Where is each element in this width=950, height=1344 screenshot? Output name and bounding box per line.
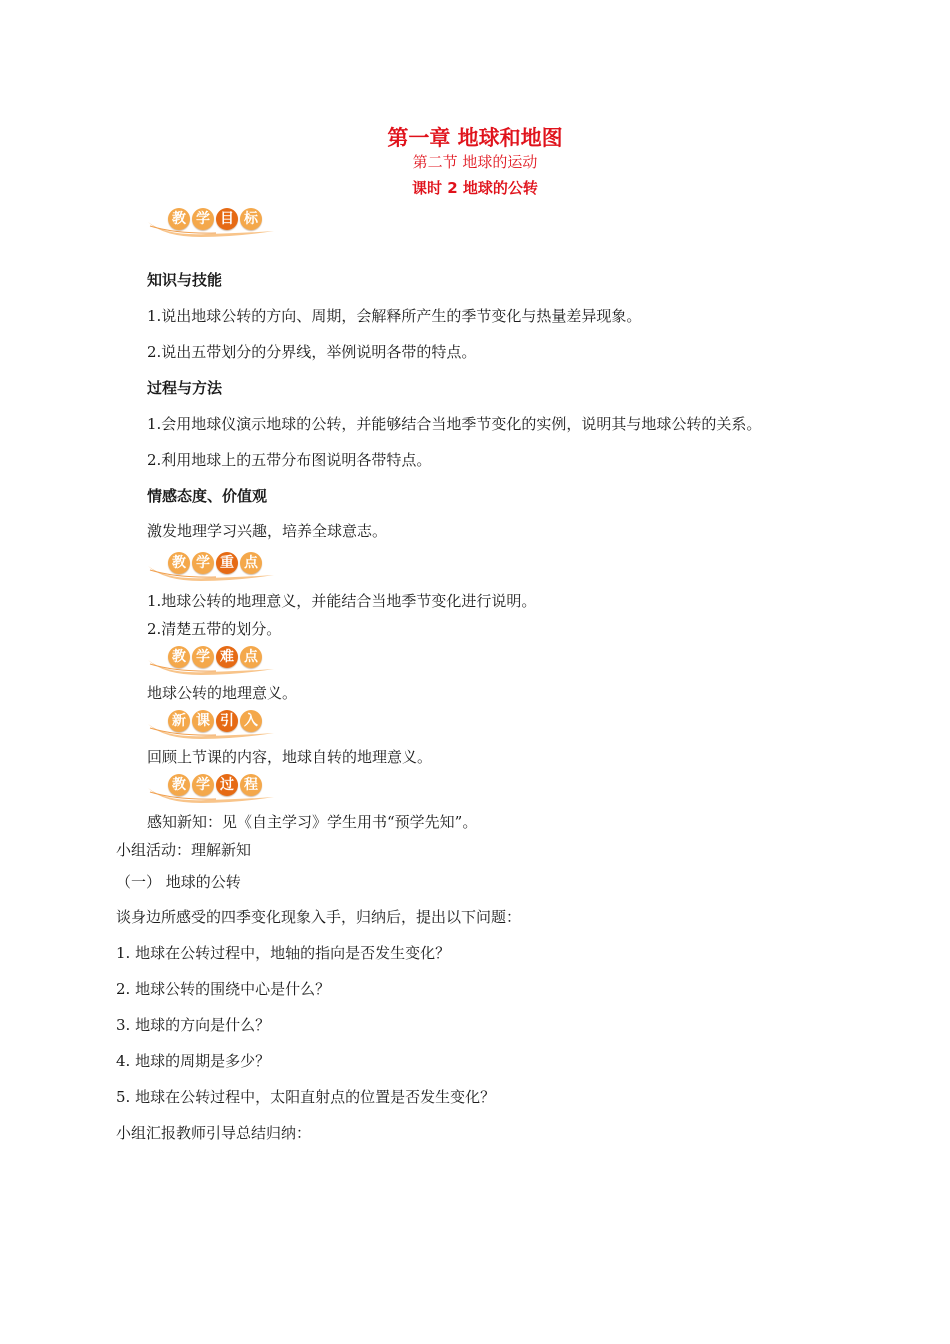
group-activity-text: 小组活动：理解新知 xyxy=(116,841,252,859)
badge-teaching-goals xyxy=(146,204,276,238)
badge-char: 重 xyxy=(216,552,238,574)
key-point-item: 1.地球公转的地理意义，并能结合当地季节变化进行说明。 xyxy=(147,592,537,610)
badge-char: 程 xyxy=(240,774,262,796)
question-item: 4. 地球的周期是多少？ xyxy=(116,1052,271,1070)
badge-char: 新 xyxy=(168,710,190,732)
difficulty-text: 地球公转的地理意义。 xyxy=(147,684,298,702)
key-point-item: 2.清楚五带的划分。 xyxy=(147,620,282,638)
part-one-heading: （一） 地球的公转 xyxy=(116,873,241,891)
intro-text: 回顾上节课的内容，地球自转的地理意义。 xyxy=(147,748,433,766)
process-item: 1.会用地球仪演示地球的公转，并能够结合当地季节变化的实例，说明其与地球公转的关系。 xyxy=(147,415,762,433)
badge-char: 课 xyxy=(192,710,214,732)
badge-char: 学 xyxy=(192,552,214,574)
process-item: 2.利用地球上的五带分布图说明各带特点。 xyxy=(147,451,432,469)
chapter-title: 第一章 地球和地图 xyxy=(387,126,563,150)
badge-char: 目 xyxy=(216,208,238,230)
badge-char: 标 xyxy=(240,208,262,230)
question-item: 1. 地球在公转过程中，地轴的指向是否发生变化？ xyxy=(116,944,451,962)
knowledge-heading: 知识与技能 xyxy=(147,271,223,289)
lesson-title: 课时 2 地球的公转 xyxy=(412,179,538,197)
badge-char: 学 xyxy=(192,774,214,796)
question-item: 2. 地球公转的围绕中心是什么？ xyxy=(116,980,331,998)
badge-char: 过 xyxy=(216,774,238,796)
section-title: 第二节 地球的运动 xyxy=(412,153,538,171)
badge-char: 入 xyxy=(240,710,262,732)
badge-char: 教 xyxy=(168,774,190,796)
perceive-text: 感知新知：见《自主学习》学生用书“预学先知”。 xyxy=(147,813,478,831)
attitude-text: 激发地理学习兴趣，培养全球意志。 xyxy=(147,522,388,540)
badge-char: 教 xyxy=(168,646,190,668)
badge-char: 引 xyxy=(216,710,238,732)
lead-text: 谈身边所感受的四季变化现象入手，归纳后，提出以下问题： xyxy=(116,908,522,926)
badge-new-lesson-intro xyxy=(146,706,276,740)
badge-char: 学 xyxy=(192,208,214,230)
badge-char: 点 xyxy=(240,552,262,574)
attitude-heading: 情感态度、价值观 xyxy=(147,487,268,505)
badge-teaching-process xyxy=(146,770,276,804)
badge-char: 点 xyxy=(240,646,262,668)
badge-key-points xyxy=(146,548,276,582)
knowledge-item: 1.说出地球公转的方向、周期，会解释所产生的季节变化与热量差异现象。 xyxy=(147,307,642,325)
process-heading: 过程与方法 xyxy=(147,379,223,397)
question-item: 3. 地球的方向是什么？ xyxy=(116,1016,271,1034)
question-item: 5. 地球在公转过程中，太阳直射点的位置是否发生变化？ xyxy=(116,1088,496,1106)
summary-text: 小组汇报教师引导总结归纳： xyxy=(116,1124,312,1142)
badge-char: 教 xyxy=(168,552,190,574)
badge-difficulties xyxy=(146,642,276,676)
knowledge-item: 2.说出五带划分的分界线，举例说明各带的特点。 xyxy=(147,343,477,361)
badge-char: 学 xyxy=(192,646,214,668)
badge-char: 教 xyxy=(168,208,190,230)
badge-char: 难 xyxy=(216,646,238,668)
